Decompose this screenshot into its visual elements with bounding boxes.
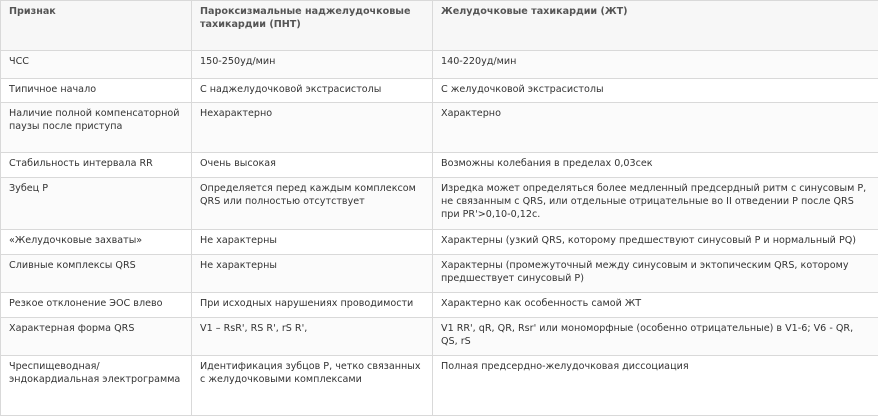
table-row bbox=[1, 230, 878, 255]
feature-cell: Резкое отклонение ЭОС влево bbox=[1, 293, 192, 318]
pnt-cell: При исходных нарушениях проводимости bbox=[192, 293, 433, 318]
zht-cell: 140-220уд/мин bbox=[433, 51, 878, 79]
zht-cell: Изредка может определяться более медленный предсердный ритм с синусовым Р, не связанным с QRS, или отдельные отрицательные во II отведении Р после QRS при PR'>0,10-0,12с. bbox=[433, 178, 878, 230]
feature-cell: Сливные комплексы QRS bbox=[1, 255, 192, 293]
pnt-cell: 150-250уд/мин bbox=[192, 51, 433, 79]
table-row bbox=[1, 153, 878, 178]
pnt-cell: Определяется перед каждым комплексом QRS или полностью отсутствует bbox=[192, 178, 433, 230]
feature-cell: Наличие полной компенсаторной паузы после приступа bbox=[1, 103, 192, 153]
table-header-row bbox=[1, 1, 878, 51]
pnt-cell: Очень высокая bbox=[192, 153, 433, 178]
zht-cell: Характерны (промежуточный между синусовым и эктопическим QRS, которому предшествует синусовый Р) bbox=[433, 255, 878, 293]
feature-cell: Характерная форма QRS bbox=[1, 318, 192, 356]
table-row bbox=[1, 255, 878, 293]
feature-cell: Зубец Р bbox=[1, 178, 192, 230]
pnt-cell: Идентификация зубцов Р, четко связанных с желудочковыми комплексами bbox=[192, 356, 433, 416]
header-pnt: Пароксизмальные наджелудочковые тахикардии (ПНТ) bbox=[192, 1, 433, 51]
pnt-cell: Нехарактерно bbox=[192, 103, 433, 153]
zht-cell: Характерно bbox=[433, 103, 878, 153]
table-row bbox=[1, 293, 878, 318]
table-row bbox=[1, 356, 878, 416]
zht-cell: Характерны (узкий QRS, которому предшествуют синусовый Р и нормальный PQ) bbox=[433, 230, 878, 255]
zht-cell: С желудочковой экстрасистолы bbox=[433, 79, 878, 103]
header-zht: Желудочковые тахикардии (ЖТ) bbox=[433, 1, 878, 51]
zht-cell: V1 RR', qR, QR, Rsr' или мономорфные (особенно отрицательные) в V1-6; V6 - QR, QS, rS bbox=[433, 318, 878, 356]
header-feature: Признак bbox=[1, 1, 192, 51]
feature-cell: Чреспищеводная/ эндокардиальная электрограмма bbox=[1, 356, 192, 416]
zht-cell: Полная предсердно-желудочковая диссоциация bbox=[433, 356, 878, 416]
table-row bbox=[1, 178, 878, 230]
zht-cell: Возможны колебания в пределах 0,03сек bbox=[433, 153, 878, 178]
feature-cell: ЧСС bbox=[1, 51, 192, 79]
zht-cell: Характерно как особенность самой ЖТ bbox=[433, 293, 878, 318]
table-row bbox=[1, 103, 878, 153]
feature-cell: «Желудочковые захваты» bbox=[1, 230, 192, 255]
pnt-cell: Не характерны bbox=[192, 230, 433, 255]
pnt-cell: Не характерны bbox=[192, 255, 433, 293]
table-row bbox=[1, 79, 878, 103]
pnt-cell: С наджелудочковой экстрасистолы bbox=[192, 79, 433, 103]
feature-cell: Типичное начало bbox=[1, 79, 192, 103]
feature-cell: Стабильность интервала RR bbox=[1, 153, 192, 178]
table-row bbox=[1, 318, 878, 356]
table-row bbox=[1, 51, 878, 79]
pnt-cell: V1 – RsR', RS R', rS R', bbox=[192, 318, 433, 356]
